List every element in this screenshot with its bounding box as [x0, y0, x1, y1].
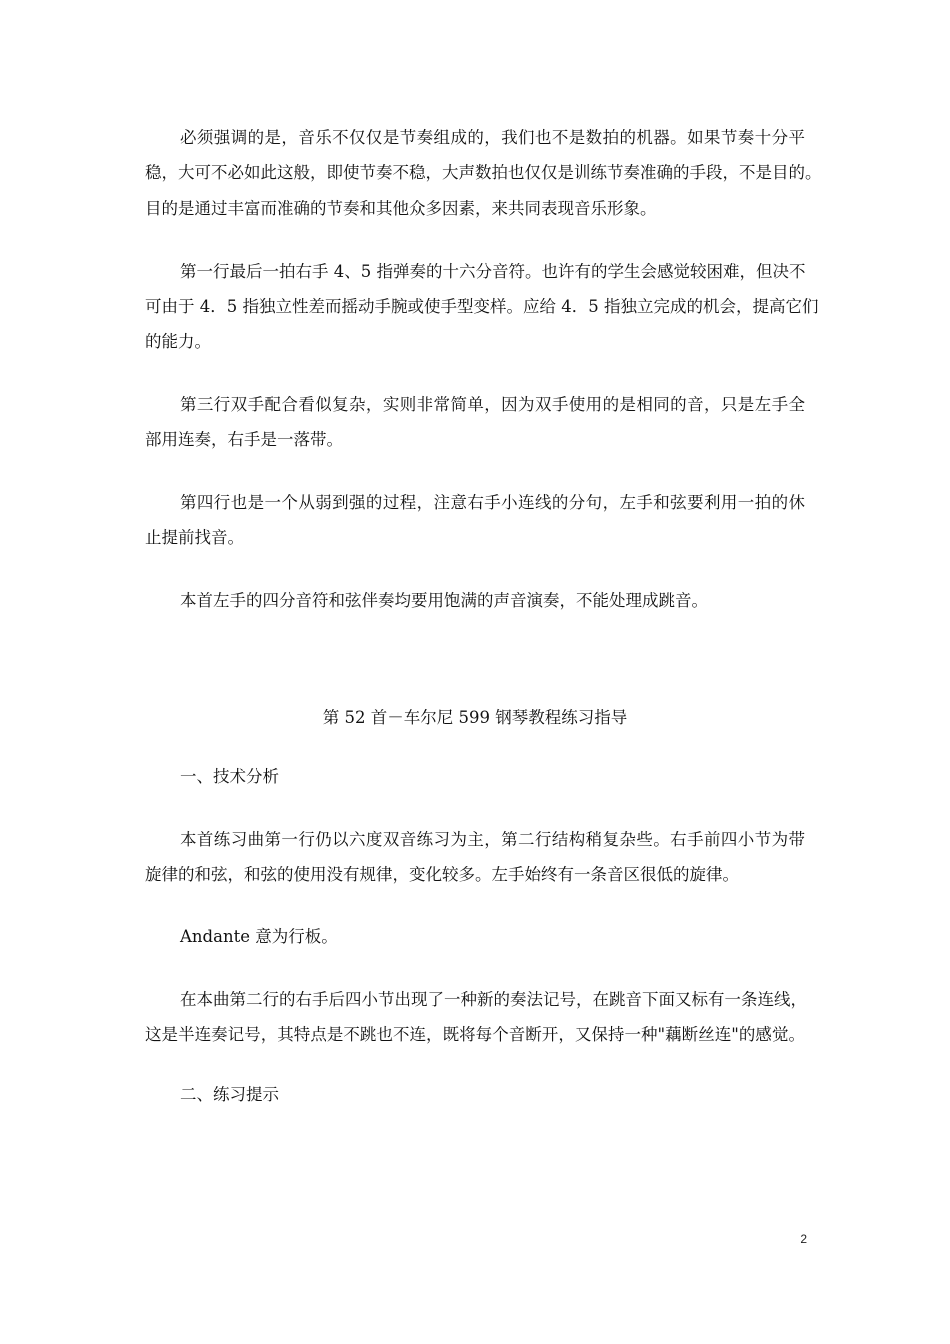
paragraph-line: 目的是通过丰富而准确的节奏和其他众多因素，来共同表现音乐形象。 — [145, 199, 657, 218]
paragraph-line: 第一行最后一拍右手 4、5 指弹奏的十六分音符。也许有的学生会感觉较困难，但决不 — [180, 262, 806, 281]
paragraph-line: 第三行双手配合看似复杂，实则非常简单，因为双手使用的是相同的音，只是左手全 — [180, 395, 805, 414]
paragraph-line: 本首左手的四分音符和弦伴奏均要用饱满的声音演奏，不能处理成跳音。 — [180, 591, 708, 610]
section-heading: 二、练习提示 — [180, 1085, 279, 1104]
paragraph-line: 第四行也是一个从弱到强的过程，注意右手小连线的分句，左手和弦要利用一拍的休 — [180, 493, 805, 512]
paragraph-line: 稳，大可不必如此这般，即使节奏不稳，大声数拍也仅仅是训练节奏准确的手段，不是目的。 — [145, 163, 822, 182]
paragraph-line: 这是半连奏记号，其特点是不跳也不连，既将每个音断开，又保持一种"藕断丝连"的感觉。 — [145, 1025, 805, 1044]
page-number: 2 — [800, 1232, 807, 1246]
paragraph-line: 可由于 4．5 指独立性差而摇动手腕或使手型变样。应给 4．5 指独立完成的机会，提高它们 — [145, 297, 819, 316]
paragraph-line: Andante 意为行板。 — [180, 927, 338, 946]
paragraph-line: 部用连奏，右手是一落带。 — [145, 430, 343, 449]
paragraph-line: 在本曲第二行的右手后四小节出现了一种新的奏法记号，在跳音下面又标有一条连线， — [180, 990, 807, 1009]
section-heading: 一、技术分析 — [180, 767, 279, 786]
section-title: 第 52 首－车尔尼 599 钢琴教程练习指导 — [322, 708, 628, 727]
paragraph-line: 止提前找音。 — [145, 528, 244, 547]
paragraph-line: 的能力。 — [145, 332, 211, 351]
paragraph-line: 必须强调的是，音乐不仅仅是节奏组成的，我们也不是数拍的机器。如果节奏十分平 — [180, 128, 805, 147]
paragraph-line: 本首练习曲第一行仍以六度双音练习为主，第二行结构稍复杂些。右手前四小节为带 — [180, 830, 805, 849]
paragraph-line: 旋律的和弦，和弦的使用没有规律，变化较多。左手始终有一条音区很低的旋律。 — [145, 865, 739, 884]
